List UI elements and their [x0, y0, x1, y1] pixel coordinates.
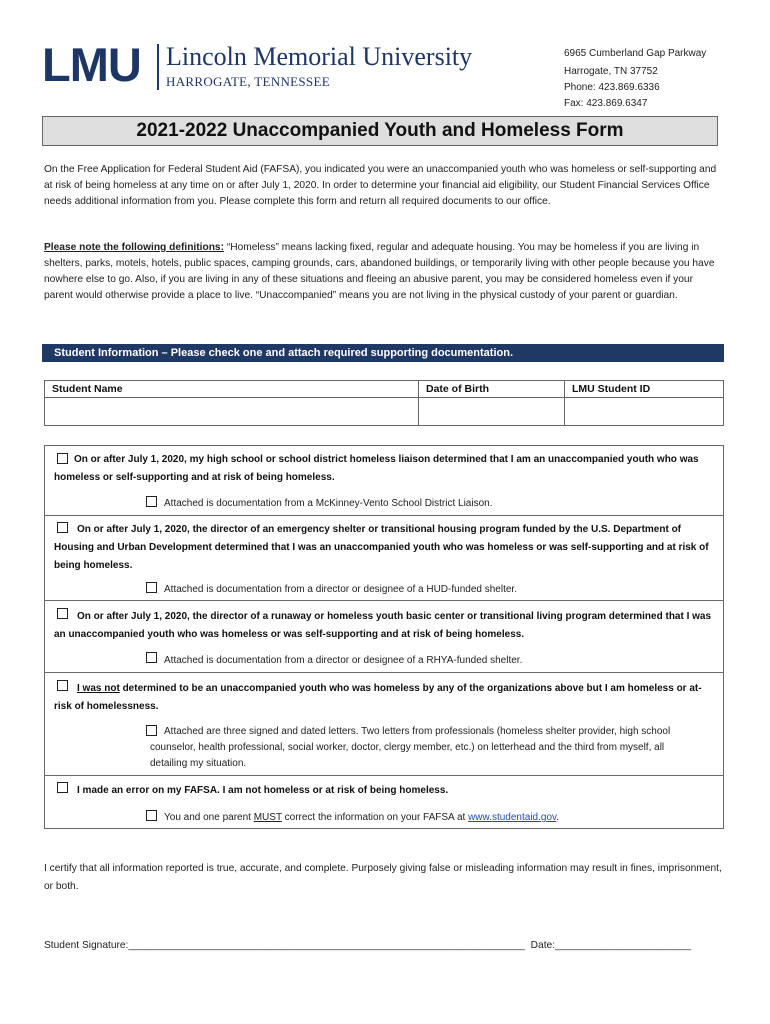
intro-paragraph: On the Free Application for Federal Student Aid (FAFSA), you indicated you were an unaccompanied youth who was homeless or self-supporting and at risk of being homeless at any time on or after July 1, 2020. In order to determine your financial aid eligibility, our Student Financial Services Office needs additional information from you. Please complete this form and return all required documents to our office. — [44, 164, 717, 207]
address-line-2: Harrogate, TN 37752 — [564, 66, 658, 77]
option-3-text: On or after July 1, 2020, the director of a runaway or homeless youth basic center or transitional living program determined that I was an unaccompanied youth who was homeless or was self-supporting and at risk of being homeless. — [54, 611, 712, 640]
student-name-header: Student Name — [52, 383, 123, 395]
option-4-text-rest: determined to be an unaccompanied youth who was homeless by any of the organizations above but I am homeless or at-risk of homelessness. — [54, 683, 702, 712]
option-5-attachment-pre: You and one parent — [164, 812, 254, 823]
student-name-field[interactable] — [45, 398, 417, 425]
definitions-paragraph — [44, 240, 724, 304]
studentaid-link[interactable]: www.studentaid.gov — [468, 812, 557, 823]
date-label: Date: — [530, 940, 556, 951]
option-divider — [44, 672, 724, 673]
option-5-attachment-checkbox[interactable] — [146, 810, 157, 821]
option-5-must: MUST — [253, 812, 282, 823]
option-5-attachment — [164, 810, 704, 826]
option-4-text — [54, 680, 714, 716]
option-3-attachment-checkbox[interactable] — [146, 652, 157, 663]
option-2-text: On or after July 1, 2020, the director of an emergency shelter or transitional housing program funded by the U.S. Department of Housing and Urban Development determined that I was an unaccompanied youth who was homeless or was self-supporting and at risk of being homeless. — [54, 524, 709, 571]
signature-row — [44, 940, 691, 951]
date-line[interactable]: ________________________ — [555, 940, 692, 951]
date-of-birth-field[interactable] — [419, 398, 563, 425]
definitions-lead: Please note the following definitions: — [44, 242, 224, 253]
logo-divider — [157, 44, 159, 90]
form-title: 2021-2022 Unaccompanied Youth and Homeless Form — [136, 120, 624, 141]
option-4-not-emphasis: I was not — [77, 683, 120, 694]
lmu-logo: LMU — [42, 38, 141, 91]
option-2-attachment-checkbox[interactable] — [146, 582, 157, 593]
option-1-attachment: Attached is documentation from a McKinney-Vento School District Liaison. — [164, 498, 493, 509]
address-line-1: 6965 Cumberland Gap Parkway — [564, 48, 707, 59]
definitions-text: “Homeless” means lacking fixed, regular and adequate housing. You may be homeless if you are living in shelters, parks, motels, hotels, public spaces, camping grounds, cars, abandoned buildings, or temporarily living with other people because you have nowhere else to go. Also, if you are living in any of these situations and fleeing an abusive parent, you may be considered homeless even if your parent would otherwise provide a place to live. “Unaccompanied” means you are not living in the physical custody of your parent or guardian. — [44, 242, 715, 301]
university-city: HARROGATE, TENNESSEE — [166, 74, 330, 89]
certification-statement: I certify that all information reported is true, accurate, and complete. Purposely giving false or misleading information may result in fines, imprisonment, or both. — [44, 863, 722, 892]
option-1-attachment-checkbox[interactable] — [146, 496, 157, 507]
student-id-field[interactable] — [565, 398, 723, 425]
signature-label: Student Signature: — [44, 940, 129, 951]
university-name: Lincoln Memorial University — [166, 42, 473, 71]
option-3-attachment: Attached is documentation from a director or designee of a RHYA-funded shelter. — [164, 655, 523, 666]
option-4-attachment: Attached are three signed and dated letters. Two letters from professionals (homeless shelter provider, high school counselor, health professional, social worker, doctor, clergy member, etc.) on letterhead and the third from myself, all detailing my situation. — [150, 726, 671, 769]
option-5-attachment-post: . — [556, 812, 560, 823]
option-2-attachment: Attached is documentation from a director or designee of a HUD-funded shelter. — [164, 584, 517, 595]
section-header: Student Information – Please check one and attach required supporting documentation. — [42, 344, 724, 362]
fax-number: Fax: 423.869.6347 — [564, 98, 648, 109]
student-id-header: LMU Student ID — [572, 383, 651, 395]
option-divider — [44, 775, 724, 776]
option-5-attachment-mid: correct the information on your FAFSA at — [281, 812, 469, 823]
option-5-text: I made an error on my FAFSA. I am not homeless or at risk of being homeless. — [77, 785, 449, 796]
phone-number: Phone: 423.869.6336 — [564, 82, 660, 93]
date-of-birth-header: Date of Birth — [426, 383, 489, 395]
signature-line[interactable]: ______________________________________________________________________ — [128, 940, 525, 951]
option-1-text: On or after July 1, 2020, my high school or school district homeless liaison determined that I am an unaccompanied youth who was homeless or self-supporting and at risk of being homeless. — [54, 454, 699, 483]
option-divider — [44, 600, 724, 601]
option-divider — [44, 515, 724, 516]
